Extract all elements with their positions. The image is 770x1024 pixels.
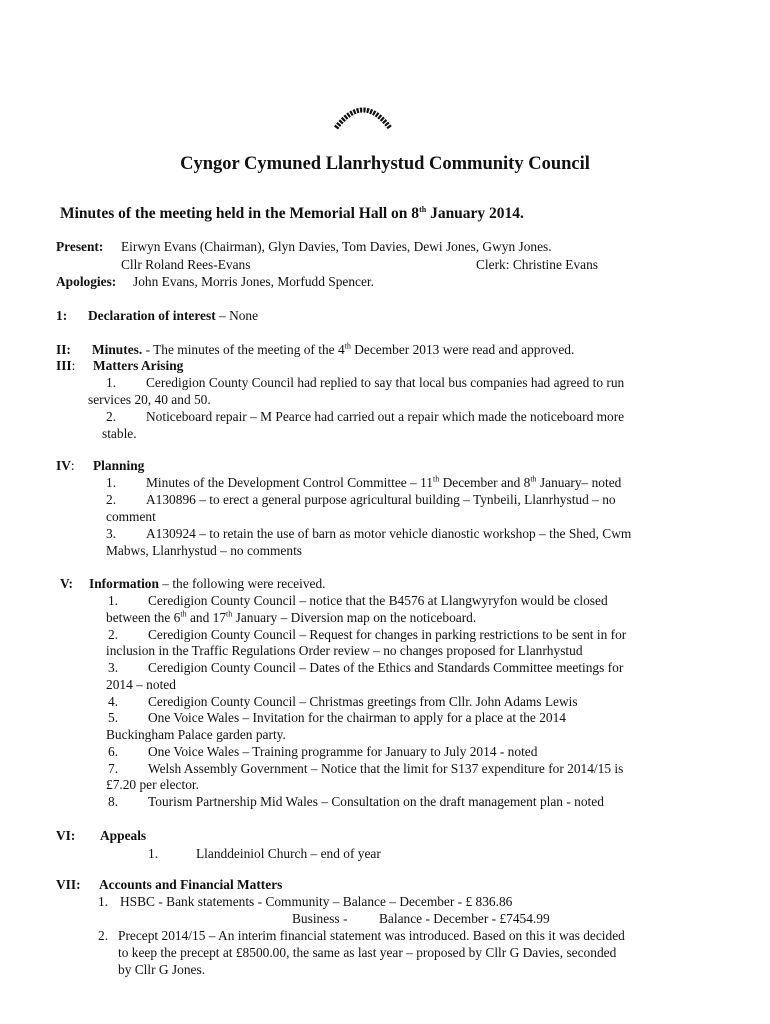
list-item: 1. HSBC - Bank statements - Community – Balance – December - £ 836.86: [98, 894, 513, 909]
list-item: 5. One Voice Wales – Invitation for the chairman to apply for a place at the 2014: [108, 710, 566, 725]
section-1-heading: Declaration of interest – None: [88, 308, 259, 323]
list-item-continuation: Mabws, Llanrhystud – no comments: [106, 543, 303, 558]
list-item: 1. Ceredigion County Council had replied to say that local bus companies had agreed to run: [106, 375, 625, 390]
present-clerk: Clerk: Christine Evans: [476, 257, 598, 272]
list-item: 3. Ceredigion County Council – Dates of the Ethics and Standards Committee meetings for: [108, 660, 624, 675]
present-label: Present:: [56, 239, 104, 254]
section-6-heading: Appeals: [100, 828, 147, 843]
section-7-heading: Accounts and Financial Matters: [99, 877, 283, 892]
minutes-heading: Minutes of the meeting held in the Memorial Hall on 8th January 2014.: [60, 204, 524, 222]
present-councillor: Cllr Roland Rees-Evans: [121, 257, 251, 272]
business-account-balance: Balance - December - £7454.99: [379, 911, 550, 926]
page-title: Cyngor Cymuned Llanrhystud Community Council: [180, 154, 590, 174]
section-4-number: IV:: [56, 458, 75, 473]
apologies-names: John Evans, Morris Jones, Morfudd Spencer.: [133, 274, 375, 289]
section-7-number: VII:: [56, 877, 81, 892]
business-account-label: Business -: [292, 911, 348, 926]
section-3-number: III:: [56, 358, 76, 373]
section-1-number: 1:: [56, 308, 68, 323]
list-item: 4. Ceredigion County Council – Christmas greetings from Cllr. John Adams Lewis: [108, 694, 578, 709]
section-5-number: V:: [60, 576, 73, 591]
section-3-heading: Matters Arising: [93, 358, 184, 373]
list-item-continuation: stable.: [102, 426, 137, 441]
list-item-continuation: comment: [106, 509, 156, 524]
section-2-number: II:: [56, 342, 71, 357]
list-item-continuation: £7.20 per elector.: [106, 777, 199, 792]
list-item: 1. Minutes of the Development Control Committee – 11th December and 8th January– noted: [106, 474, 622, 490]
list-item: 6. One Voice Wales – Training programme for January to July 2014 - noted: [108, 744, 538, 759]
list-item-continuation: inclusion in the Traffic Regulations Order review – no changes proposed for Llanrhystud: [106, 643, 583, 658]
list-item: 3. A130924 – to retain the use of barn as motor vehicle dianostic workshop – the Shed, Cwm: [106, 526, 632, 541]
council-logo: [330, 98, 396, 132]
list-item: 2. Precept 2014/15 – An interim financial statement was introduced. Based on this it was decided: [98, 928, 625, 943]
list-item: 8. Tourism Partnership Mid Wales – Consultation on the draft management plan - noted: [108, 794, 604, 809]
list-item: 2. A130896 – to erect a general purpose agricultural building – Tynbeili, Llanrhystud – no: [106, 492, 616, 507]
section-5-heading: Information – the following were received.: [89, 576, 326, 591]
list-item-continuation: 2014 – noted: [106, 677, 176, 692]
list-item: 1. Ceredigion County Council – notice that the B4576 at Llangwyryfon would be closed: [108, 593, 608, 608]
section-6-number: VI:: [56, 828, 76, 843]
list-item-continuation: to keep the precept at £8500.00, the same as last year – proposed by Cllr G Davies, seconded: [118, 945, 617, 960]
list-item-continuation: Buckingham Palace garden party.: [106, 727, 286, 742]
list-item: 1. Llanddeiniol Church – end of year: [148, 846, 381, 861]
present-members: Eirwyn Evans (Chairman), Glyn Davies, Tom Davies, Dewi Jones, Gwyn Jones.: [121, 239, 552, 254]
section-4-heading: Planning: [93, 458, 145, 473]
list-item-continuation: services 20, 40 and 50.: [88, 392, 211, 407]
list-item: 7. Welsh Assembly Government – Notice that the limit for S137 expenditure for 2014/15 is: [108, 761, 624, 776]
list-item-continuation: by Cllr G Jones.: [118, 962, 206, 977]
apologies-label: Apologies:: [56, 274, 117, 289]
list-item: 2. Ceredigion County Council – Request for changes in parking restrictions to be sent in for: [108, 627, 627, 642]
list-item-continuation: between the 6th and 17th January – Diversion map on the noticeboard.: [106, 609, 477, 625]
section-2-text: Minutes. - The minutes of the meeting of the 4th December 2013 were read and approved.: [92, 341, 575, 357]
list-item: 2. Noticeboard repair – M Pearce had carried out a repair which made the noticeboard more: [106, 409, 625, 424]
